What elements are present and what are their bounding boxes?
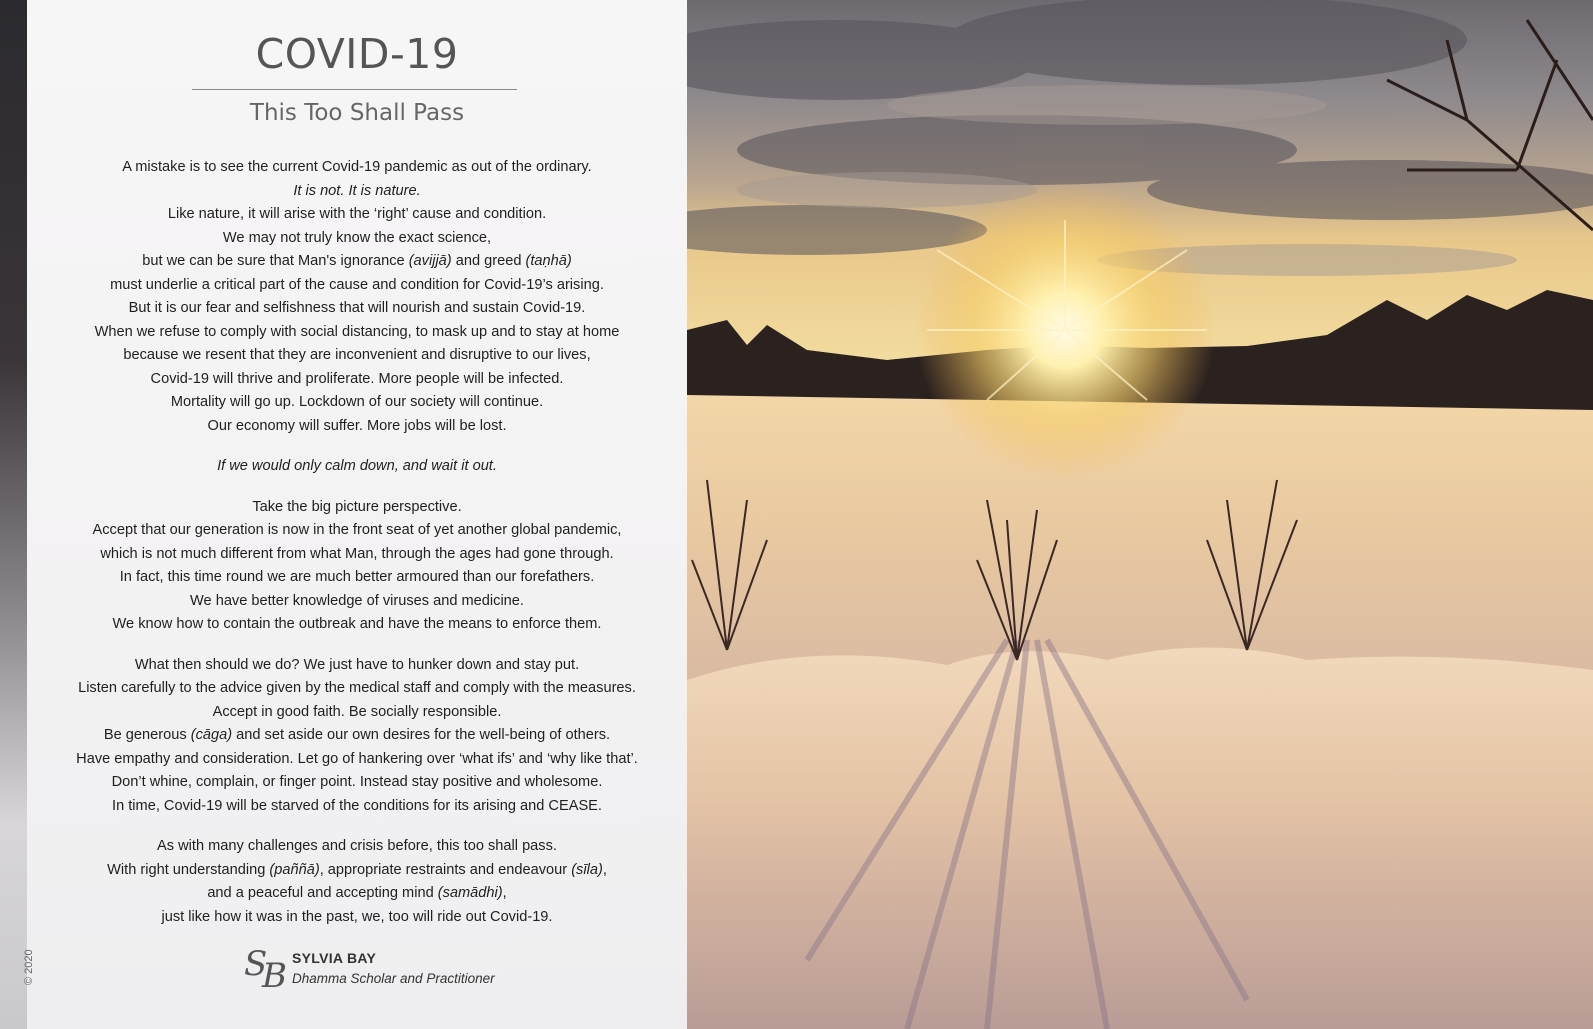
poem-line	[27, 203, 687, 227]
poem-text: In time, Covid-19 will be starved of the conditions for its arising and CEASE.	[112, 797, 602, 814]
poem-text: When we refuse to comply with social distancing, to mask up and to stay at home	[94, 323, 620, 340]
poem-italic-text: (taṇhā)	[525, 253, 572, 269]
winter-sunset-photo	[687, 0, 1593, 1029]
author-role: Dhamma Scholar and Practitioner	[292, 971, 495, 986]
poem-text: but we can be sure that Man's ignorance	[142, 253, 409, 269]
poem-line	[27, 859, 687, 883]
poem-text: Be generous	[103, 727, 191, 743]
poem-text: But it is our fear and selfishness that will nourish and sustain Covid-19.	[128, 300, 586, 316]
poem-line	[27, 391, 687, 415]
poem-text: and set aside our own desires for the well-being of others.	[232, 727, 611, 743]
poem-text: must underlie a critical part of the cause and condition for Covid-19’s arising.	[110, 276, 604, 293]
poem-text: and a peaceful and accepting mind	[207, 885, 438, 901]
poem-text: We know how to contain the outbreak and have the means to enforce them.	[112, 616, 602, 632]
poem-stanza	[27, 455, 687, 479]
poem-italic-text: If we would only calm down, and wait it out.	[217, 458, 497, 474]
poem-text: and greed	[451, 253, 526, 269]
poem-italic-text: (samādhi)	[437, 885, 503, 901]
poem-stanza	[27, 835, 687, 929]
poem-text: Our economy will suffer. More jobs will be lost.	[207, 417, 507, 434]
poem-line	[27, 613, 687, 637]
poem-line	[27, 724, 687, 748]
poem-line	[27, 344, 687, 368]
poem-italic-text: It is not. It is nature.	[293, 182, 421, 199]
text-panel	[23, 0, 687, 1029]
poem-line	[27, 227, 687, 251]
poem-line	[27, 566, 687, 590]
poem-line	[27, 882, 687, 906]
poem-text: Covid-19 will thrive and proliferate. More people will be infected.	[150, 370, 564, 387]
poem-line	[27, 156, 687, 180]
title-divider	[192, 89, 517, 90]
poem-body	[27, 156, 687, 946]
poem-text: just like how it was in the past, we, too will ride out Covid-19.	[161, 908, 553, 925]
poem-text: Listen carefully to the advice given by the medical staff and comply with the measures.	[78, 680, 636, 696]
poem-stanza	[27, 156, 687, 438]
poem-line	[27, 274, 687, 298]
poem-line	[27, 771, 687, 795]
author-name: SYLVIA BAY	[292, 950, 377, 966]
poem-text: Accept that our generation is now in the front seat of yet another global pandemic,	[92, 522, 622, 538]
poem-text: What then should we do? We just have to hunker down and stay put.	[134, 656, 580, 673]
poem-line	[27, 677, 687, 701]
poem-line	[27, 368, 687, 392]
poem-line	[27, 654, 687, 678]
poem-line	[27, 748, 687, 772]
poem-line	[27, 906, 687, 930]
poem-line	[27, 250, 687, 274]
poem-text: Mortality will go up. Lockdown of our society will continue.	[170, 394, 544, 410]
page-title: COVID-19	[255, 30, 459, 78]
poem-text: , appropriate restraints and endeavour	[319, 861, 572, 878]
poem-line	[27, 543, 687, 567]
author-signature	[242, 944, 562, 1004]
poem-text: We have better knowledge of viruses and medicine.	[190, 592, 524, 609]
monogram-letter-s: S	[244, 944, 268, 984]
poem-text: Accept in good faith. Be socially responsible.	[212, 703, 502, 720]
poem-text: because we resent that they are inconvenient and disruptive to our lives,	[123, 347, 591, 363]
poem-text: In fact, this time round we are much better armoured than our forefathers.	[119, 569, 595, 585]
poem-line	[27, 519, 687, 543]
page-subtitle: This Too Shall Pass	[249, 100, 465, 126]
poem-line	[27, 835, 687, 859]
poem-text: Like nature, it will arise with the ‘right’ cause and condition.	[167, 206, 547, 222]
poem-italic-text: (avijjā)	[408, 253, 452, 269]
poem-text: With right understanding	[107, 861, 270, 878]
poem-line	[27, 321, 687, 345]
monogram-letter-b: B	[262, 956, 287, 996]
poem-italic-text: (paññā)	[269, 861, 320, 878]
poem-line	[27, 415, 687, 439]
poem-italic-text: (sīla)	[571, 861, 603, 878]
poem-line	[27, 180, 687, 204]
poem-text: A mistake is to see the current Covid-19 pandemic as out of the ordinary.	[122, 159, 592, 175]
poem-text: ,	[502, 885, 507, 901]
poem-text: which is not much different from what Man, through the ages had gone through.	[100, 545, 614, 562]
poem-line	[27, 297, 687, 321]
poem-text: Don’t whine, complain, or finger point. Instead stay positive and wholesome.	[111, 774, 603, 790]
poem-line	[27, 590, 687, 614]
poem-text: Have empathy and consideration. Let go of hankering over ‘what ifs’ and ‘why like that’.	[76, 750, 638, 767]
monogram-logo	[242, 944, 290, 996]
poem-italic-text: (cāga)	[190, 727, 233, 743]
poem-text: Take the big picture perspective.	[252, 498, 462, 515]
poem-text: We may not truly know the exact science,	[222, 229, 492, 246]
poem-line	[27, 455, 687, 479]
poem-stanza	[27, 654, 687, 819]
poem-text: ,	[602, 861, 607, 878]
left-photo-edge	[0, 0, 27, 1029]
copyright-note: © 2020	[23, 949, 35, 985]
poem-text: As with many challenges and crisis before, this too shall pass.	[157, 838, 557, 854]
poem-line	[27, 496, 687, 520]
poem-stanza	[27, 496, 687, 637]
poem-line	[27, 795, 687, 819]
poem-line	[27, 701, 687, 725]
